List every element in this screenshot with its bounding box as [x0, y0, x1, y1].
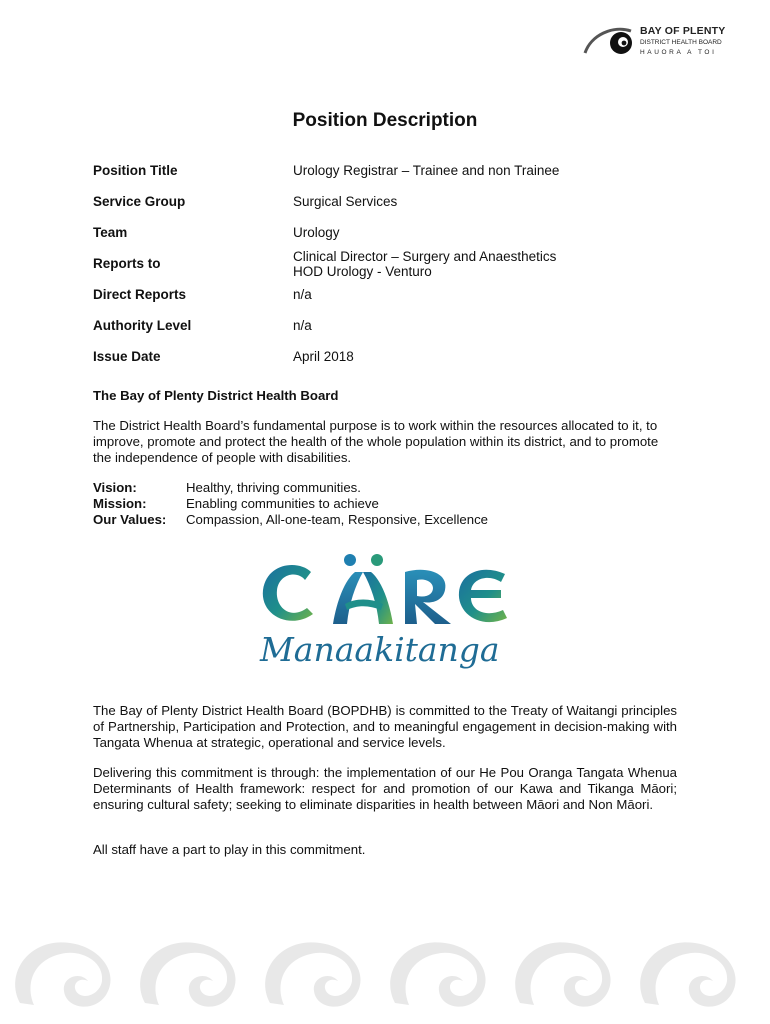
care-word-graphic [255, 550, 515, 635]
detail-value: n/a [293, 287, 312, 302]
koru-logo-icon [583, 23, 635, 63]
detail-value: n/a [293, 318, 312, 333]
detail-label: Service Group [93, 194, 186, 209]
detail-label: Direct Reports [93, 287, 187, 302]
detail-label: Authority Level [93, 318, 192, 333]
detail-label: Team [93, 225, 128, 240]
values-text: Compassion, All-one-team, Responsive, Excellence [186, 512, 488, 527]
delivery-paragraph: Delivering this commitment is through: the implementation of our He Pou Oranga Tangata Whenua Determinants of Health framework: respect for and promotion of our Kawa and Tikanga Māori; ensuring cultural safety; seeking to eliminate disparities in health between Māori and Non Māori. [93, 765, 677, 812]
detail-label: Issue Date [93, 349, 161, 364]
values-label: Our Values: [93, 512, 167, 527]
detail-label: Reports to [93, 256, 161, 271]
vision-label: Vision: [93, 480, 137, 495]
detail-value: April 2018 [293, 349, 354, 364]
care-manaakitanga-logo [255, 550, 515, 675]
koru-watermark-icon [0, 925, 770, 1024]
detail-value: Surgical Services [293, 194, 398, 209]
detail-value-line-1: Clinical Director – Surgery and Anaesthetics [293, 249, 557, 264]
treaty-paragraph: The Bay of Plenty District Health Board (BOPDHB) is committed to the Treaty of Waitangi principles of Partnership, Participation and Protection, and to meaningful engagement in decision-making with Tangata Whenua at strategic, operational and service levels. [93, 703, 677, 750]
detail-label: Position Title [93, 163, 178, 178]
org-name: BAY OF PLENTY [640, 25, 726, 37]
bopdhb-logo [583, 21, 743, 65]
page-title: Position Description [292, 110, 478, 131]
mission-label: Mission: [93, 496, 147, 511]
mission-text: Enabling communities to achieve [186, 496, 379, 511]
detail-value: Urology Registrar – Trainee and non Trainee [293, 163, 560, 178]
section-heading: The Bay of Plenty District Health Board [93, 388, 339, 403]
staff-paragraph: All staff have a part to play in this commitment. [93, 842, 366, 857]
org-subtitle: DISTRICT HEALTH BOARD [640, 39, 722, 46]
detail-value-line-2: HOD Urology - Venturo [293, 264, 432, 279]
detail-value: Urology [293, 225, 340, 240]
care-subtitle: Manaakitanga [260, 630, 500, 669]
vision-text: Healthy, thriving communities. [186, 480, 361, 495]
purpose-paragraph: The District Health Board’s fundamental purpose is to work within the resources allocated to it, to improve, promote and protect the health of the whole population within its district, and to promote the independence of people with disabilities. [93, 418, 659, 465]
org-maori-name: HAUORA A TOI [640, 49, 717, 56]
